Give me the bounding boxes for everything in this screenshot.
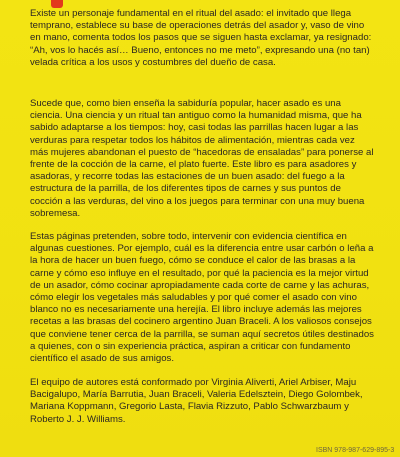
isbn-text: ISBN 978-987-629-895-3 — [316, 447, 395, 454]
paragraph-authors: El equipo de autores está conformado por Virginia Aliverti, Ariel Arbiser, Maju Bacigalupo, María Barrutia, Juan Braceli, Valeria Edelsztein, Diego Golombek, Mariana Koppmann, Gregorio Lasta, Flavia Rizzuto, Pablo Schwarzbaum y Roberto J. J. Williams. — [30, 377, 363, 425]
paragraph-evidence: Estas páginas pretenden, sobre todo, intervenir con evidencia científica en algunas cuestiones. Por ejemplo, cuál es la diferencia entre usar carbón o leña a la hora de hacer un buen fuego, cómo se conduce el calor de las brasas a la carne y cómo eso influye en el resultado, por qué la paciencia es la mejor virtud de un asador, cómo cocinar apropiadamente cada corte de carne y las achuras, cómo elegir los vegetales más saludables y por qué comer el asado con vino blanco no es necesariamente una herejía. El libro incluye además las mejores recetas a las brasas del cocinero argentino Juan Braceli. A los valiosos consejos que conviene tener cerca de la parrilla, se suman aquí secretos útiles destinados a quienes, con o sin experiencia práctica, aspiran a criticar con fundamento científico el asado de sus amigos. — [30, 231, 374, 365]
red-tab-mark — [51, 0, 63, 8]
paragraph-intro: Existe un personaje fundamental en el ritual del asado: el invitado que llega temprano, establece su base de operaciones detrás del asador y, vaso de vino en mano, comenta todos los pasos que se siguen hasta exclamar, ya resignado: “Ah, vos lo hacés así… Bueno, entonces no me meto”, expresando una (no tan) velada crítica a los usos y costumbres del dueño de casa. — [30, 8, 372, 68]
paragraph-science-ritual: Sucede que, como bien enseña la sabiduría popular, hacer asado es una ciencia. Una ciencia y un ritual tan antiguo como la humanidad misma, que ha sabido adaptarse a los tiempos: hoy, casi todas las parrillas hacen lugar a las verduras para respetar todos los hábitos de alimentación, mientras cada vez más mujeres abandonan el puesto de “hacedoras de ensaladas” para ponerse al frente de la cocción de la carne, el plato fuerte. Este libro es para asadores y asadoras, y recorre todas las estaciones de un buen asado: del fuego a la estructura de la parrilla, de los diferentes tipos de carnes y sus puntos de cocción a las verduras, del vino a los juegos para terminar con una muy buena sobremesa. — [30, 98, 374, 219]
